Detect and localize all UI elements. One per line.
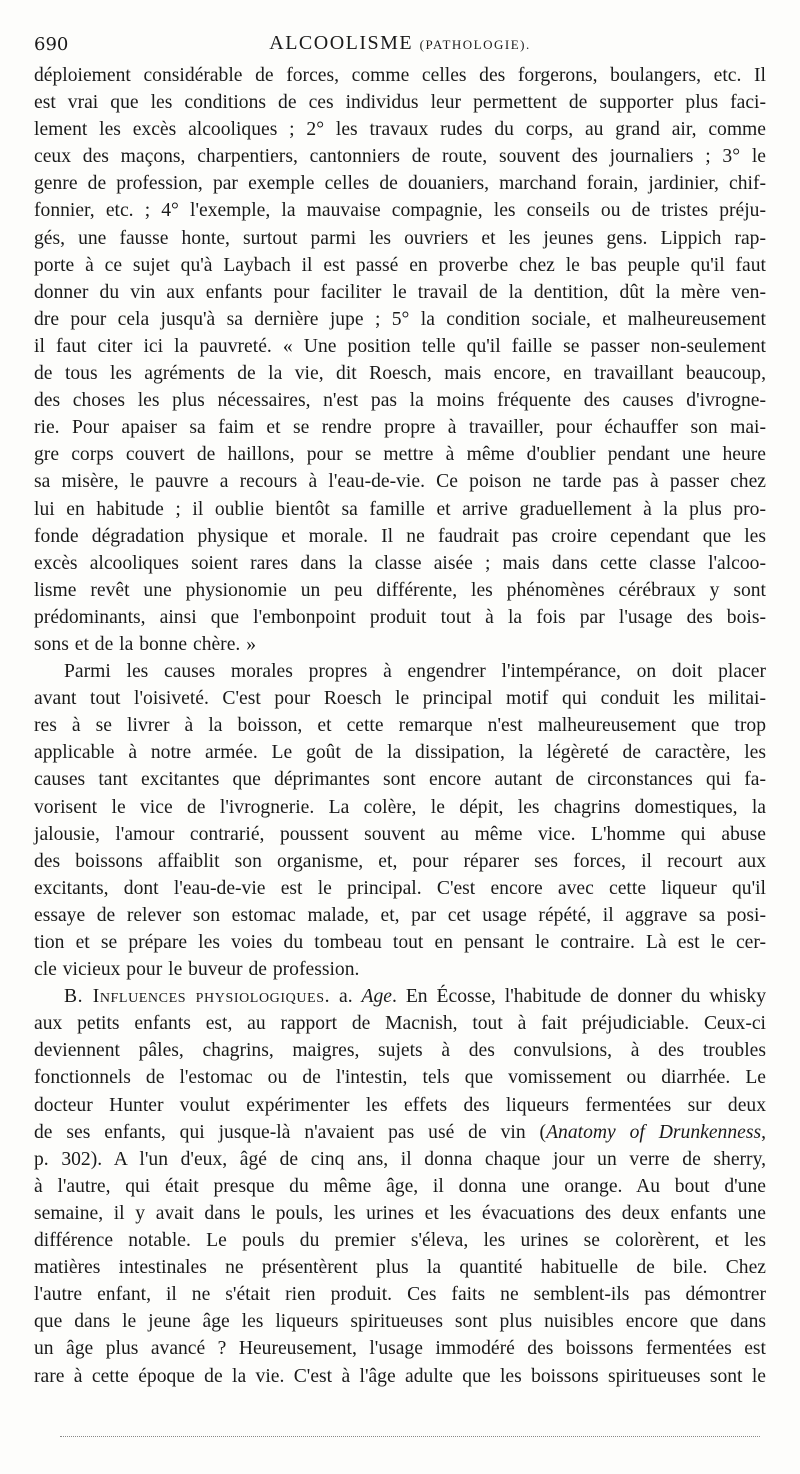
text-run: . En Écosse, l'habitude de donner du whisky (392, 986, 766, 1008)
text-line: semaine, il y avait dans le pouls, les urines et les évacuations des deux enfants une (34, 1202, 766, 1224)
text-line: p. 302). A l'un d'eux, âgé de cinq ans, il donna chaque jour un verre de sherry, (34, 1148, 766, 1170)
text-line: il faut citer ici la pauvreté. « Une position telle qu'il faille se passer non-seulement (34, 335, 766, 357)
text-line: lement les excès alcooliques ; 2° les travaux rudes du corps, au grand air, comme (34, 119, 766, 141)
italic-run: Anatomy of Drunkenness (546, 1121, 762, 1143)
page-header (34, 30, 766, 60)
text-line: vorisent le vice de l'ivrognerie. La colère, le dépit, les chagrins domestiques, la (34, 796, 766, 818)
text-line: avant tout l'oisiveté. C'est pour Roesch le principal motif qui conduit les militai- (34, 688, 766, 710)
text-line: genre de profession, par exemple celles de douaniers, marchand forain, jardinier, chif- (34, 173, 766, 195)
text-line: donner du vin aux enfants pour faciliter le travail de la dentition, dût la mère ven- (34, 281, 766, 303)
text-line: l'autre enfant, il ne s'était rien produit. Ces faits ne semblent-ils pas démontrer (34, 1284, 766, 1306)
body-text (34, 62, 766, 1390)
text-line: lisme revêt une physionomie un peu différente, les phénomènes cérébraux y sont (34, 579, 766, 601)
text-run: , (761, 1121, 766, 1143)
text-line: jalousie, l'amour contrarié, poussent souvent au même vice. L'homme qui abuse (34, 823, 766, 845)
text-line: excitants, dont l'eau-de-vie est le principal. C'est encore avec cette liqueur qu'il (34, 877, 766, 899)
text-line: fonctionnels de l'estomac ou de l'intestin, tels que vomissement ou diarrhée. Le (34, 1067, 766, 1089)
text-line (34, 983, 766, 1010)
text-line (34, 1119, 766, 1146)
text-line: excès alcooliques soient rares dans la classe aisée ; mais dans cette classe l'alcoo- (34, 552, 766, 574)
text-line: que dans le jeune âge les liqueurs spiritueuses sont plus nuisibles encore que dans (34, 1311, 766, 1333)
text-line: gre corps couvert de haillons, pour se mettre à même d'oublier pendant une heure (34, 444, 766, 466)
text-line: déploiement considérable de forces, comme celles des forgerons, boulangers, etc. Il (34, 65, 766, 86)
text-line: porte à ce sujet qu'à Laybach il est passé en proverbe chez le bas peuple qu'il faut (34, 254, 766, 276)
text-line: des boissons affaiblit son organisme, et, pour réparer ses forces, il recourt aux (34, 850, 766, 872)
text-line: lui en habitude ; il oublie bientôt sa famille et arrive graduellement à la plus pro- (34, 498, 766, 520)
text-line: res à se livrer à la boisson, et cette remarque n'est malheureusement que trop (34, 715, 766, 737)
text-line: matières intestinales ne présentèrent plus la quantité habituelle de bile. Chez (34, 1257, 766, 1279)
text-line: docteur Hunter voulut expérimenter les effets des liqueurs fermentées sur deux (34, 1094, 766, 1116)
text-line: cle vicieux pour le buveur de profession. (34, 959, 360, 981)
text-run: de ses enfants, qui jusque-là n'avaient pas usé de vin ( (34, 1121, 547, 1143)
text-line: un âge plus avancé ? Heureusement, l'usage immodéré des boissons fermentées est (34, 1338, 766, 1360)
running-title (34, 32, 766, 55)
text-line: tion et se prépare les voies du tombeau tout en pensant le contraire. Là est le cer- (34, 932, 766, 953)
text-line: fonde dégradation physique et morale. Il ne faudrait pas croire cependant que les (34, 525, 766, 547)
text-line: dre pour cela jusqu'à sa dernière jupe ; 5° la condition sociale, et malheureusement (34, 308, 766, 330)
text-line: fonnier, etc. ; 4° l'exemple, la mauvaise compagnie, les conseils ou de tristes préju- (34, 200, 766, 222)
text-line: de tous les agréments de la vie, dit Roesch, mais encore, en travaillant beaucoup, (34, 363, 766, 385)
text-line: aux petits enfants est, au rapport de Macnish, tout à fait préjudiciable. Ceux-ci (34, 1013, 766, 1035)
text-line: prédominants, ainsi que l'embonpoint produit tout à la fois par l'usage des bois- (34, 606, 766, 628)
text-line: gés, une fausse honte, surtout parmi les ouvriers et les jeunes gens. Lippich rap- (34, 227, 766, 249)
text-line: Parmi les causes morales propres à engendrer l'intempérance, on doit placer (64, 661, 766, 683)
text-line: différence notable. Le pouls du premier s'éleva, les urines se colorèrent, et les (34, 1230, 766, 1252)
text-line: est vrai que les conditions de ces individus leur permettent de supporter plus faci- (34, 92, 766, 114)
running-title-main: ALCOOLISME (269, 32, 414, 54)
footer-dotted-rule (60, 1436, 760, 1437)
section-heading: B. Influences physiologiques. (64, 986, 331, 1008)
text-line: deviennent pâles, chagrins, maigres, sujets à des convulsions, à des troubles (34, 1040, 766, 1062)
italic-run: Age (361, 986, 393, 1008)
text-line: rare à cette époque de la vie. C'est à l'âge adulte que les boissons spiritueuses sont le (34, 1365, 766, 1387)
text-line: ceux des maçons, charpentiers, cantonniers de route, souvent des journaliers ; 3° le (34, 146, 766, 168)
text-line: à l'autre, qui était presque du même âge, il donna une orange. Au bout d'une (34, 1175, 766, 1197)
text-line: applicable à notre armée. Le goût de la dissipation, la légèreté de caractère, les (34, 742, 766, 764)
text-line: causes tant excitantes que déprimantes sont encore autant de circonstances qui fa- (34, 769, 766, 791)
text-line: essaye de relever son estomac malade, et, par cet usage répété, il aggrave sa posi- (34, 904, 766, 926)
text-run: a. (330, 986, 362, 1008)
running-title-sub: (PATHOLOGIE). (419, 37, 531, 52)
text-line: des choses les plus nécessaires, n'est pas la moins fréquente des causes d'ivrogne- (34, 390, 766, 412)
text-line: sons et de la bonne chère. » (34, 633, 257, 655)
text-line: sa misère, le pauvre a recours à l'eau-de-vie. Ce poison ne tarde pas à passer chez (34, 471, 766, 493)
text-line: rie. Pour apaiser sa faim et se rendre propre à travailler, pour échauffer son mai- (34, 417, 766, 439)
page-number: 690 (34, 34, 69, 55)
